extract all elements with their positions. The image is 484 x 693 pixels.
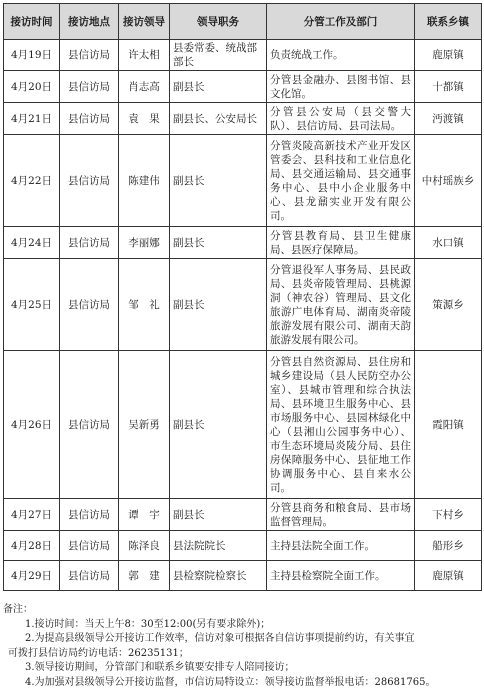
cell-work: 分管退役军人事务局、县民政局、县炎帝陵管理局、县桃源洞（神农谷）管理局、县文化旅游广电体育局、湖南炎帝陵旅游发展有限公司、湖南天韵旅游发展有限公司。 [267,259,415,351]
cell-place: 县信访局 [60,351,119,499]
table-row [4,103,482,135]
cell-town: 下村乡 [415,499,482,531]
cell-place: 县信访局 [60,227,119,259]
cell-town: 鹿原镇 [415,40,482,71]
cell-town: 十都镇 [415,71,482,103]
cell-town: 策源乡 [415,259,482,351]
note-1: 1.接访时间：当天上午8：30至12:00(另有要求除外)； [25,618,271,630]
cell-town: 鹿原镇 [415,561,482,591]
cell-work: 分管县公安局（县交警大队）、县信访局、县司法局。 [267,103,415,135]
cell-place: 县信访局 [60,135,119,227]
cell-town: 水口镇 [415,227,482,259]
cell-title: 副县长 [170,227,267,259]
cell-work: 分管县教育局、县卫生健康局、县医疗保障局。 [267,227,415,259]
header-place: 接访地点 [60,4,119,40]
notes-section [3,603,481,690]
cell-work: 分管县商务和粮食局、县市场监督管理局。 [267,499,415,531]
cell-work: 负责统战工作。 [267,40,415,71]
cell-title: 副县长 [170,135,267,227]
cell-title: 副县长、公安局长 [170,103,267,135]
cell-place: 县信访局 [60,71,119,103]
cell-place: 县信访局 [60,259,119,351]
table-row [4,561,482,591]
cell-time: 4月28日 [4,531,60,561]
table-row [4,531,482,561]
cell-title: 副县长 [170,259,267,351]
cell-town: 霞阳镇 [415,351,482,499]
cell-time: 4月22日 [4,135,60,227]
cell-leader: 袁 果 [119,103,170,135]
note-4: 4.为加强对县级领导公开接访监督，市信访局特设立：领导接访监督举报电话：28681765。 [25,676,436,688]
cell-title: 县检察院检察长 [170,561,267,591]
header-work: 分管工作及部门 [267,4,415,40]
cell-title: 县法院院长 [170,531,267,561]
cell-time: 4月25日 [4,259,60,351]
table-row [4,227,482,259]
table-header-row [4,4,482,40]
notes-label: 备注： [3,604,33,615]
cell-leader: 郭 建 [119,561,170,591]
cell-title: 副县长 [170,71,267,103]
table-row [4,71,482,103]
cell-time: 4月19日 [4,40,60,71]
cell-leader: 谭 宇 [119,499,170,531]
cell-time: 4月21日 [4,103,60,135]
table-row [4,259,482,351]
cell-leader: 陈泽良 [119,531,170,561]
cell-time: 4月24日 [4,227,60,259]
cell-time: 4月29日 [4,561,60,591]
note-3: 3.领导接访期间，分管部门和联系乡镇要安排专人陪同接访； [25,662,295,673]
cell-leader: 肖志高 [119,71,170,103]
cell-place: 县信访局 [60,103,119,135]
cell-place: 县信访局 [60,499,119,531]
header-town: 联系乡镇 [415,4,482,40]
cell-work: 分管炎陵高新技术产业开发区管委会、县科技和工业信息化局、县交通运输局、县交通事务中心、县中小企业服务中心、县龙鼐实业开发有限公司。 [267,135,415,227]
note-2: 2.为提高县级领导公开接访工作效率，信访对象可根据各自信访事项提前约访，有关事宜 [25,633,415,644]
cell-town: 中村瑶族乡 [415,135,482,227]
cell-time: 4月20日 [4,71,60,103]
cell-work: 主持县法院全面工作。 [267,531,415,561]
cell-title: 副县长 [170,351,267,499]
cell-title: 县委常委、统战部部长 [170,40,267,71]
cell-leader: 邹 礼 [119,259,170,351]
note-2-continued: 可拨打县信访局约访电话：26235131； [8,647,189,659]
cell-work: 分管县金融办、县图书馆、县文化馆。 [267,71,415,103]
cell-time: 4月26日 [4,351,60,499]
table-row [4,135,482,227]
header-leader: 接访领导 [119,4,170,40]
cell-time: 4月27日 [4,499,60,531]
header-time: 接访时间 [4,4,60,40]
visit-schedule-table [3,3,482,591]
cell-work: 分管县自然资源局、县住房和城乡建设局（县人民防空办公室）、县城市管理和综合执法局、县环境卫生服务中心、县市场服务中心、县园林绿化中心（县湘山公园事务中心）、市生态环境局炎陵分局、县住房保障服务中心、县征地工作协调服务中心、县自来水公司。 [267,351,415,499]
header-title: 领导职务 [170,4,267,40]
table-row [4,499,482,531]
cell-town: 沔渡镇 [415,103,482,135]
cell-work: 主持县检察院全面工作。 [267,561,415,591]
table-row [4,351,482,499]
cell-place: 县信访局 [60,531,119,561]
cell-title: 副县长 [170,499,267,531]
cell-leader: 陈建伟 [119,135,170,227]
table-row [4,40,482,71]
cell-leader: 许太相 [119,40,170,71]
cell-place: 县信访局 [60,561,119,591]
cell-place: 县信访局 [60,40,119,71]
cell-leader: 吴新勇 [119,351,170,499]
cell-leader: 李丽娜 [119,227,170,259]
cell-town: 船形乡 [415,531,482,561]
